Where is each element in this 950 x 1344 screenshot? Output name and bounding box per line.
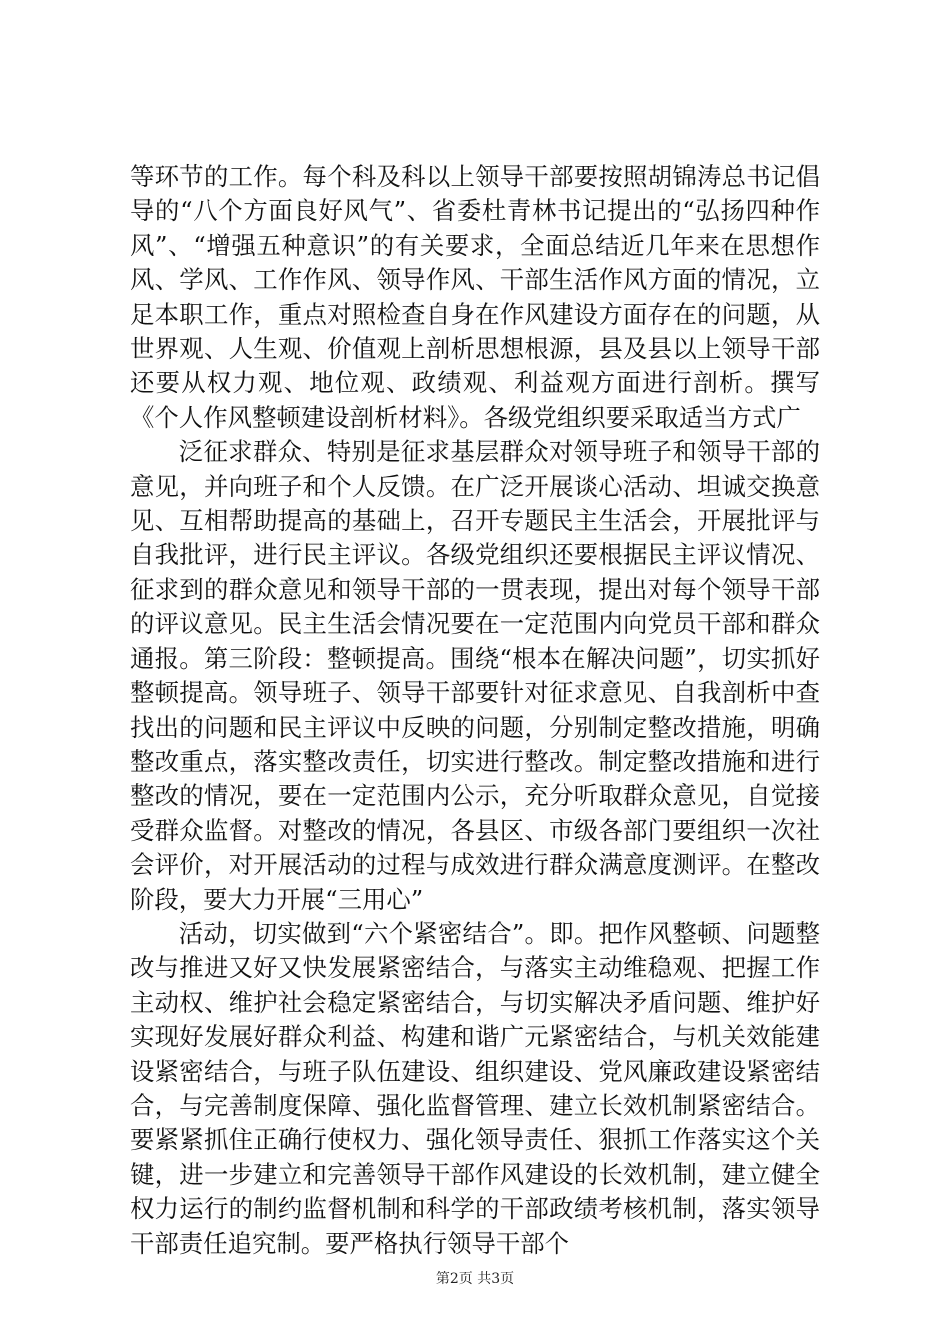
page-number-footer: 第2页 共3页: [435, 1271, 515, 1287]
paragraph-2: 泛征求群众、特别是征求基层群众对领导班子和领导干部的意见，并向班子和个人反馈。在广泛开展谈心活动、坦诚交换意见、互相帮助提高的基础上，召开专题民主生活会，开展批评与自我批评，进行民主评议。各级党组织还要根据民主评议情况、征求到的群众意见和领导干部的一贯表现，提出对每个领导干部的评议意见。民主生活会情况要在一定范围内向党员干部和群众通报。第三阶段：整顿提高。围绕“根本在解决问题”，切实抓好整顿提高。领导班子、领导干部要针对征求意见、自我剖析中查找出的问题和民主评议中反映的问题，分别制定整改措施，明确整改重点，落实整改责任，切实进行整改。制定整改措施和进行整改的情况，要在一定范围内公示，充分听取群众意见，自觉接受群众监督。对整改的情况，各县区、市级各部门要组织一次社会评价，对开展活动的过程与成效进行群众满意度测评。在整改阶段，要大力开展“三用心”: [130, 437, 820, 914]
paragraph-1: 等环节的工作。每个科及科以上领导干部要按照胡锦涛总书记倡导的“八个方面良好风气”、省委杜青林书记提出的“弘扬四种作风”、“增强五种意识”的有关要求，全面总结近几年来在思想作风、学风、工作作风、领导作风、干部生活作风方面的情况，立足本职工作，重点对照检查自身在作风建设方面存在的问题，从世界观、人生观、价值观上剖析思想根源，县及县以上领导干部还要从权力观、地位观、政绩观、利益观方面进行剖析。撰写《个人作风整顿建设剖析材料》。各级党组织要采取适当方式广: [130, 162, 820, 432]
paragraph-3: 活动，切实做到“六个紧密结合”。即。把作风整顿、问题整改与推进又好又快发展紧密结合，与落实主动维稳观、把握工作主动权、维护社会稳定紧密结合，与切实解决矛盾问题、维护好实现好发展好群众利益、构建和谐广元紧密结合，与机关效能建设紧密结合，与班子队伍建设、组织建设、党风廉政建设紧密结合，与完善制度保障、强化监督管理、建立长效机制紧密结合。要紧紧抓住正确行使权力、强化领导责任、狠抓工作落实这个关键，进一步建立和完善领导干部作风建设的长效机制，建立健全权力运行的制约监督机制和科学的干部政绩考核机制，落实领导干部责任追究制。要严格执行领导干部个: [130, 918, 820, 1258]
document-body: [130, 160, 820, 1261]
